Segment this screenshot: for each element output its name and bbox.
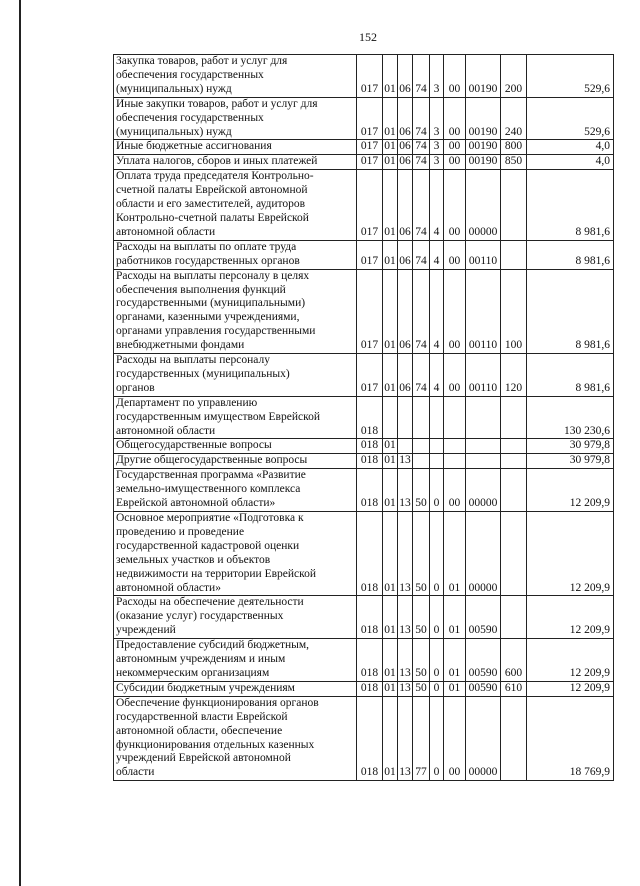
program-code bbox=[413, 439, 430, 454]
subsection-code: 13 bbox=[398, 512, 413, 596]
item-code: 00190 bbox=[466, 55, 501, 98]
amount-cell: 30 979,8 bbox=[527, 439, 614, 454]
table-row bbox=[114, 469, 614, 512]
expense-name-cell bbox=[114, 354, 357, 397]
section-code: 01 bbox=[383, 639, 398, 682]
expense-name-line: автономной области» bbox=[116, 581, 221, 594]
expense-name-line: государственной кадастровой оценки bbox=[116, 539, 300, 552]
subprogram-code: 3 bbox=[430, 155, 444, 170]
expense-name-line: (муниципальных) нужд bbox=[116, 82, 232, 95]
subprogram-code bbox=[430, 454, 444, 469]
subprogram-code: 4 bbox=[430, 240, 444, 269]
expense-type-code: 850 bbox=[501, 155, 527, 170]
group-code: 00 bbox=[444, 155, 466, 170]
expense-name-line: недвижимости на территории Еврейской bbox=[116, 567, 317, 580]
ministry-code: 018 bbox=[357, 439, 383, 454]
ministry-code: 017 bbox=[357, 140, 383, 155]
amount-cell: 18 769,9 bbox=[527, 696, 614, 780]
expense-name-line: Другие общегосударственные вопросы bbox=[116, 454, 308, 467]
expense-type-code bbox=[501, 396, 527, 439]
subsection-code: 06 bbox=[398, 170, 413, 241]
expense-name-line: органами управления государственными bbox=[116, 325, 316, 338]
subprogram-code: 0 bbox=[430, 596, 444, 639]
expense-name-line: учреждений Еврейской автономной bbox=[116, 752, 291, 765]
ministry-code: 017 bbox=[357, 170, 383, 241]
expense-name-line: Иные бюджетные ассигнования bbox=[116, 140, 272, 153]
program-code: 50 bbox=[413, 681, 430, 696]
ministry-code: 017 bbox=[357, 240, 383, 269]
expense-name-line: Еврейской автономной области» bbox=[116, 497, 276, 510]
expense-name-line: государственной власти Еврейской bbox=[116, 710, 288, 723]
subsection-code: 13 bbox=[398, 454, 413, 469]
amount-cell: 8 981,6 bbox=[527, 170, 614, 241]
expense-type-code bbox=[501, 469, 527, 512]
budget-table-body bbox=[114, 55, 614, 781]
section-code: 01 bbox=[383, 512, 398, 596]
amount-cell: 30 979,8 bbox=[527, 454, 614, 469]
subprogram-code: 0 bbox=[430, 639, 444, 682]
section-code: 01 bbox=[383, 469, 398, 512]
section-code: 01 bbox=[383, 140, 398, 155]
subsection-code: 06 bbox=[398, 354, 413, 397]
subsection-code: 06 bbox=[398, 140, 413, 155]
table-row bbox=[114, 454, 614, 469]
subsection-code bbox=[398, 396, 413, 439]
item-code: 00190 bbox=[466, 155, 501, 170]
expense-name-line: Департамент по управлению bbox=[116, 396, 258, 409]
item-code bbox=[466, 396, 501, 439]
expense-name-line: государственных (муниципальных) bbox=[116, 367, 290, 380]
expense-name-line: области и его заместителей, аудиторов bbox=[116, 198, 306, 211]
subprogram-code: 0 bbox=[430, 696, 444, 780]
amount-cell: 8 981,6 bbox=[527, 240, 614, 269]
section-code: 01 bbox=[383, 269, 398, 353]
subsection-code: 13 bbox=[398, 639, 413, 682]
subprogram-code: 4 bbox=[430, 354, 444, 397]
expense-name-line: Контрольно-счетной палаты Еврейской bbox=[116, 211, 309, 224]
expense-name-line: обеспечения выполнения функций bbox=[116, 283, 286, 296]
subsection-code: 06 bbox=[398, 269, 413, 353]
amount-cell: 4,0 bbox=[527, 140, 614, 155]
expense-name-line: Государственная программа «Развитие bbox=[116, 469, 306, 482]
expense-type-code: 240 bbox=[501, 97, 527, 140]
group-code bbox=[444, 396, 466, 439]
expense-name-cell bbox=[114, 97, 357, 140]
ministry-code: 018 bbox=[357, 454, 383, 469]
expense-name-cell bbox=[114, 681, 357, 696]
expense-name-cell bbox=[114, 140, 357, 155]
program-code: 74 bbox=[413, 97, 430, 140]
table-row bbox=[114, 240, 614, 269]
expense-name-line: функционирования отдельных казенных bbox=[116, 738, 315, 751]
expense-name-line: обеспечения государственных bbox=[116, 68, 264, 81]
expense-name-line: Закупка товаров, работ и услуг для bbox=[116, 55, 288, 67]
amount-cell: 12 209,9 bbox=[527, 469, 614, 512]
page-number: 152 bbox=[359, 30, 377, 44]
table-row bbox=[114, 155, 614, 170]
expense-type-code: 120 bbox=[501, 354, 527, 397]
subsection-code: 13 bbox=[398, 696, 413, 780]
table-row bbox=[114, 97, 614, 140]
table-row bbox=[114, 396, 614, 439]
expense-name-cell bbox=[114, 240, 357, 269]
group-code: 00 bbox=[444, 696, 466, 780]
program-code: 74 bbox=[413, 240, 430, 269]
ministry-code: 017 bbox=[357, 269, 383, 353]
ministry-code: 017 bbox=[357, 354, 383, 397]
item-code: 00190 bbox=[466, 97, 501, 140]
expense-type-code bbox=[501, 439, 527, 454]
expense-name-line: органами, казенными учреждениями, bbox=[116, 311, 300, 324]
expense-name-line: Расходы на выплаты персоналу в целях bbox=[116, 269, 310, 282]
item-code: 00000 bbox=[466, 170, 501, 241]
group-code bbox=[444, 439, 466, 454]
expense-name-line: Основное мероприятие «Подготовка к bbox=[116, 512, 304, 524]
group-code: 01 bbox=[444, 639, 466, 682]
subprogram-code bbox=[430, 396, 444, 439]
ministry-code: 018 bbox=[357, 596, 383, 639]
item-code: 00000 bbox=[466, 469, 501, 512]
expense-type-code: 100 bbox=[501, 269, 527, 353]
section-code: 01 bbox=[383, 97, 398, 140]
program-code: 74 bbox=[413, 170, 430, 241]
ministry-code: 018 bbox=[357, 469, 383, 512]
subsection-code: 13 bbox=[398, 596, 413, 639]
section-code: 01 bbox=[383, 55, 398, 98]
expense-name-line: органов bbox=[116, 381, 155, 394]
group-code: 01 bbox=[444, 596, 466, 639]
section-code: 01 bbox=[383, 240, 398, 269]
expense-type-code: 200 bbox=[501, 55, 527, 98]
expense-name-line: некоммерческим организациям bbox=[116, 666, 270, 679]
expense-name-line: (муниципальных) нужд bbox=[116, 125, 232, 138]
section-code: 01 bbox=[383, 170, 398, 241]
item-code: 00590 bbox=[466, 681, 501, 696]
program-code: 50 bbox=[413, 512, 430, 596]
expense-type-code bbox=[501, 512, 527, 596]
expense-name-line: учреждений bbox=[116, 624, 176, 637]
expense-type-code bbox=[501, 596, 527, 639]
table-row bbox=[114, 512, 614, 596]
expense-name-line: Иные закупки товаров, работ и услуг для bbox=[116, 97, 318, 110]
expense-name-line: (оказание услуг) государственных bbox=[116, 610, 284, 623]
section-code: 01 bbox=[383, 155, 398, 170]
expense-name-cell bbox=[114, 454, 357, 469]
amount-cell: 529,6 bbox=[527, 97, 614, 140]
expense-type-code bbox=[501, 454, 527, 469]
expense-type-code bbox=[501, 170, 527, 241]
program-code bbox=[413, 396, 430, 439]
program-code: 50 bbox=[413, 469, 430, 512]
subsection-code: 06 bbox=[398, 55, 413, 98]
expense-name-line: автономной области bbox=[116, 225, 216, 238]
expense-name-line: земельных участков и объектов bbox=[116, 553, 271, 566]
expense-name-line: внебюджетными фондами bbox=[116, 339, 245, 352]
section-code: 01 bbox=[383, 354, 398, 397]
item-code bbox=[466, 439, 501, 454]
subprogram-code: 4 bbox=[430, 170, 444, 241]
table-row bbox=[114, 681, 614, 696]
table-row bbox=[114, 696, 614, 780]
program-code bbox=[413, 454, 430, 469]
expense-name-line: автономным учреждениям и иным bbox=[116, 653, 286, 666]
group-code: 00 bbox=[444, 140, 466, 155]
expense-name-cell bbox=[114, 639, 357, 682]
subprogram-code: 3 bbox=[430, 97, 444, 140]
expense-name-cell bbox=[114, 396, 357, 439]
group-code: 00 bbox=[444, 170, 466, 241]
amount-cell: 12 209,9 bbox=[527, 681, 614, 696]
group-code: 00 bbox=[444, 469, 466, 512]
subsection-code: 13 bbox=[398, 681, 413, 696]
expense-name-line: Предоставление субсидий бюджетным, bbox=[116, 639, 310, 652]
ministry-code: 018 bbox=[357, 512, 383, 596]
group-code: 01 bbox=[444, 512, 466, 596]
expense-name-line: счетной палаты Еврейской автономной bbox=[116, 184, 308, 197]
expense-type-code: 800 bbox=[501, 140, 527, 155]
item-code: 00110 bbox=[466, 240, 501, 269]
expense-name-line: Уплата налогов, сборов и иных платежей bbox=[116, 155, 318, 168]
expense-name-cell bbox=[114, 55, 357, 98]
subsection-code: 06 bbox=[398, 155, 413, 170]
expense-name-line: государственными (муниципальными) bbox=[116, 297, 306, 310]
expense-name-cell bbox=[114, 512, 357, 596]
item-code: 00000 bbox=[466, 696, 501, 780]
program-code: 74 bbox=[413, 55, 430, 98]
item-code: 00110 bbox=[466, 354, 501, 397]
group-code: 00 bbox=[444, 354, 466, 397]
program-code: 77 bbox=[413, 696, 430, 780]
expense-name-cell bbox=[114, 596, 357, 639]
subprogram-code bbox=[430, 439, 444, 454]
ministry-code: 017 bbox=[357, 55, 383, 98]
ministry-code: 017 bbox=[357, 155, 383, 170]
expense-name-line: проведению и проведение bbox=[116, 525, 245, 538]
expense-type-code: 610 bbox=[501, 681, 527, 696]
subsection-code bbox=[398, 439, 413, 454]
subprogram-code: 3 bbox=[430, 140, 444, 155]
group-code: 00 bbox=[444, 55, 466, 98]
table-row bbox=[114, 140, 614, 155]
expense-name-line: Общегосударственные вопросы bbox=[116, 439, 272, 452]
expense-name-cell bbox=[114, 269, 357, 353]
group-code: 00 bbox=[444, 240, 466, 269]
ministry-code: 018 bbox=[357, 696, 383, 780]
amount-cell: 8 981,6 bbox=[527, 354, 614, 397]
amount-cell: 529,6 bbox=[527, 55, 614, 98]
table-row bbox=[114, 596, 614, 639]
section-code: 01 bbox=[383, 454, 398, 469]
subprogram-code: 3 bbox=[430, 55, 444, 98]
expense-name-cell bbox=[114, 439, 357, 454]
table-row bbox=[114, 354, 614, 397]
program-code: 74 bbox=[413, 155, 430, 170]
section-code: 01 bbox=[383, 681, 398, 696]
item-code bbox=[466, 454, 501, 469]
amount-cell: 8 981,6 bbox=[527, 269, 614, 353]
expense-name-line: работников государственных органов bbox=[116, 254, 300, 267]
expense-name-cell bbox=[114, 155, 357, 170]
program-code: 74 bbox=[413, 269, 430, 353]
expense-name-line: Расходы на обеспечение деятельности bbox=[116, 596, 304, 609]
table-row bbox=[114, 170, 614, 241]
expense-name-line: Расходы на выплаты персоналу bbox=[116, 354, 270, 367]
expense-name-cell bbox=[114, 696, 357, 780]
subsection-code: 06 bbox=[398, 240, 413, 269]
group-code bbox=[444, 454, 466, 469]
ministry-code: 018 bbox=[357, 639, 383, 682]
amount-cell: 12 209,9 bbox=[527, 596, 614, 639]
subprogram-code: 0 bbox=[430, 469, 444, 512]
expense-name-line: автономной области bbox=[116, 424, 216, 437]
table-row bbox=[114, 55, 614, 98]
expense-name-line: Оплата труда председателя Контрольно- bbox=[116, 170, 314, 183]
ministry-code: 017 bbox=[357, 97, 383, 140]
subsection-code: 13 bbox=[398, 469, 413, 512]
group-code: 00 bbox=[444, 97, 466, 140]
ministry-code: 018 bbox=[357, 396, 383, 439]
subprogram-code: 4 bbox=[430, 269, 444, 353]
expense-name-cell bbox=[114, 469, 357, 512]
item-code: 00590 bbox=[466, 596, 501, 639]
program-code: 50 bbox=[413, 639, 430, 682]
expense-name-line: Субсидии бюджетным учреждениям bbox=[116, 681, 295, 694]
section-code: 01 bbox=[383, 439, 398, 454]
amount-cell: 130 230,6 bbox=[527, 396, 614, 439]
amount-cell: 12 209,9 bbox=[527, 639, 614, 682]
program-code: 50 bbox=[413, 596, 430, 639]
expense-name-line: Обеспечение функционирования органов bbox=[116, 696, 319, 709]
expense-name-line: земельно-имущественного комплекса bbox=[116, 483, 301, 496]
expense-name-line: автономной области, обеспечение bbox=[116, 724, 283, 737]
program-code: 74 bbox=[413, 140, 430, 155]
item-code: 00190 bbox=[466, 140, 501, 155]
group-code: 01 bbox=[444, 681, 466, 696]
group-code: 00 bbox=[444, 269, 466, 353]
item-code: 00110 bbox=[466, 269, 501, 353]
binding-edge bbox=[19, 0, 21, 886]
table-row bbox=[114, 439, 614, 454]
expense-name-cell bbox=[114, 170, 357, 241]
amount-cell: 12 209,9 bbox=[527, 512, 614, 596]
subprogram-code: 0 bbox=[430, 681, 444, 696]
item-code: 00000 bbox=[466, 512, 501, 596]
program-code: 74 bbox=[413, 354, 430, 397]
item-code: 00590 bbox=[466, 639, 501, 682]
budget-table bbox=[113, 54, 614, 781]
expense-type-code: 600 bbox=[501, 639, 527, 682]
table-row bbox=[114, 269, 614, 353]
ministry-code: 018 bbox=[357, 681, 383, 696]
subprogram-code: 0 bbox=[430, 512, 444, 596]
expense-name-line: государственным имуществом Еврейской bbox=[116, 410, 321, 423]
section-code: 01 bbox=[383, 696, 398, 780]
expense-type-code bbox=[501, 240, 527, 269]
section-code bbox=[383, 396, 398, 439]
table-row bbox=[114, 639, 614, 682]
expense-name-line: области bbox=[116, 766, 155, 779]
expense-type-code bbox=[501, 696, 527, 780]
section-code: 01 bbox=[383, 596, 398, 639]
expense-name-line: обеспечения государственных bbox=[116, 111, 264, 124]
amount-cell: 4,0 bbox=[527, 155, 614, 170]
subsection-code: 06 bbox=[398, 97, 413, 140]
expense-name-line: Расходы на выплаты по оплате труда bbox=[116, 240, 297, 253]
